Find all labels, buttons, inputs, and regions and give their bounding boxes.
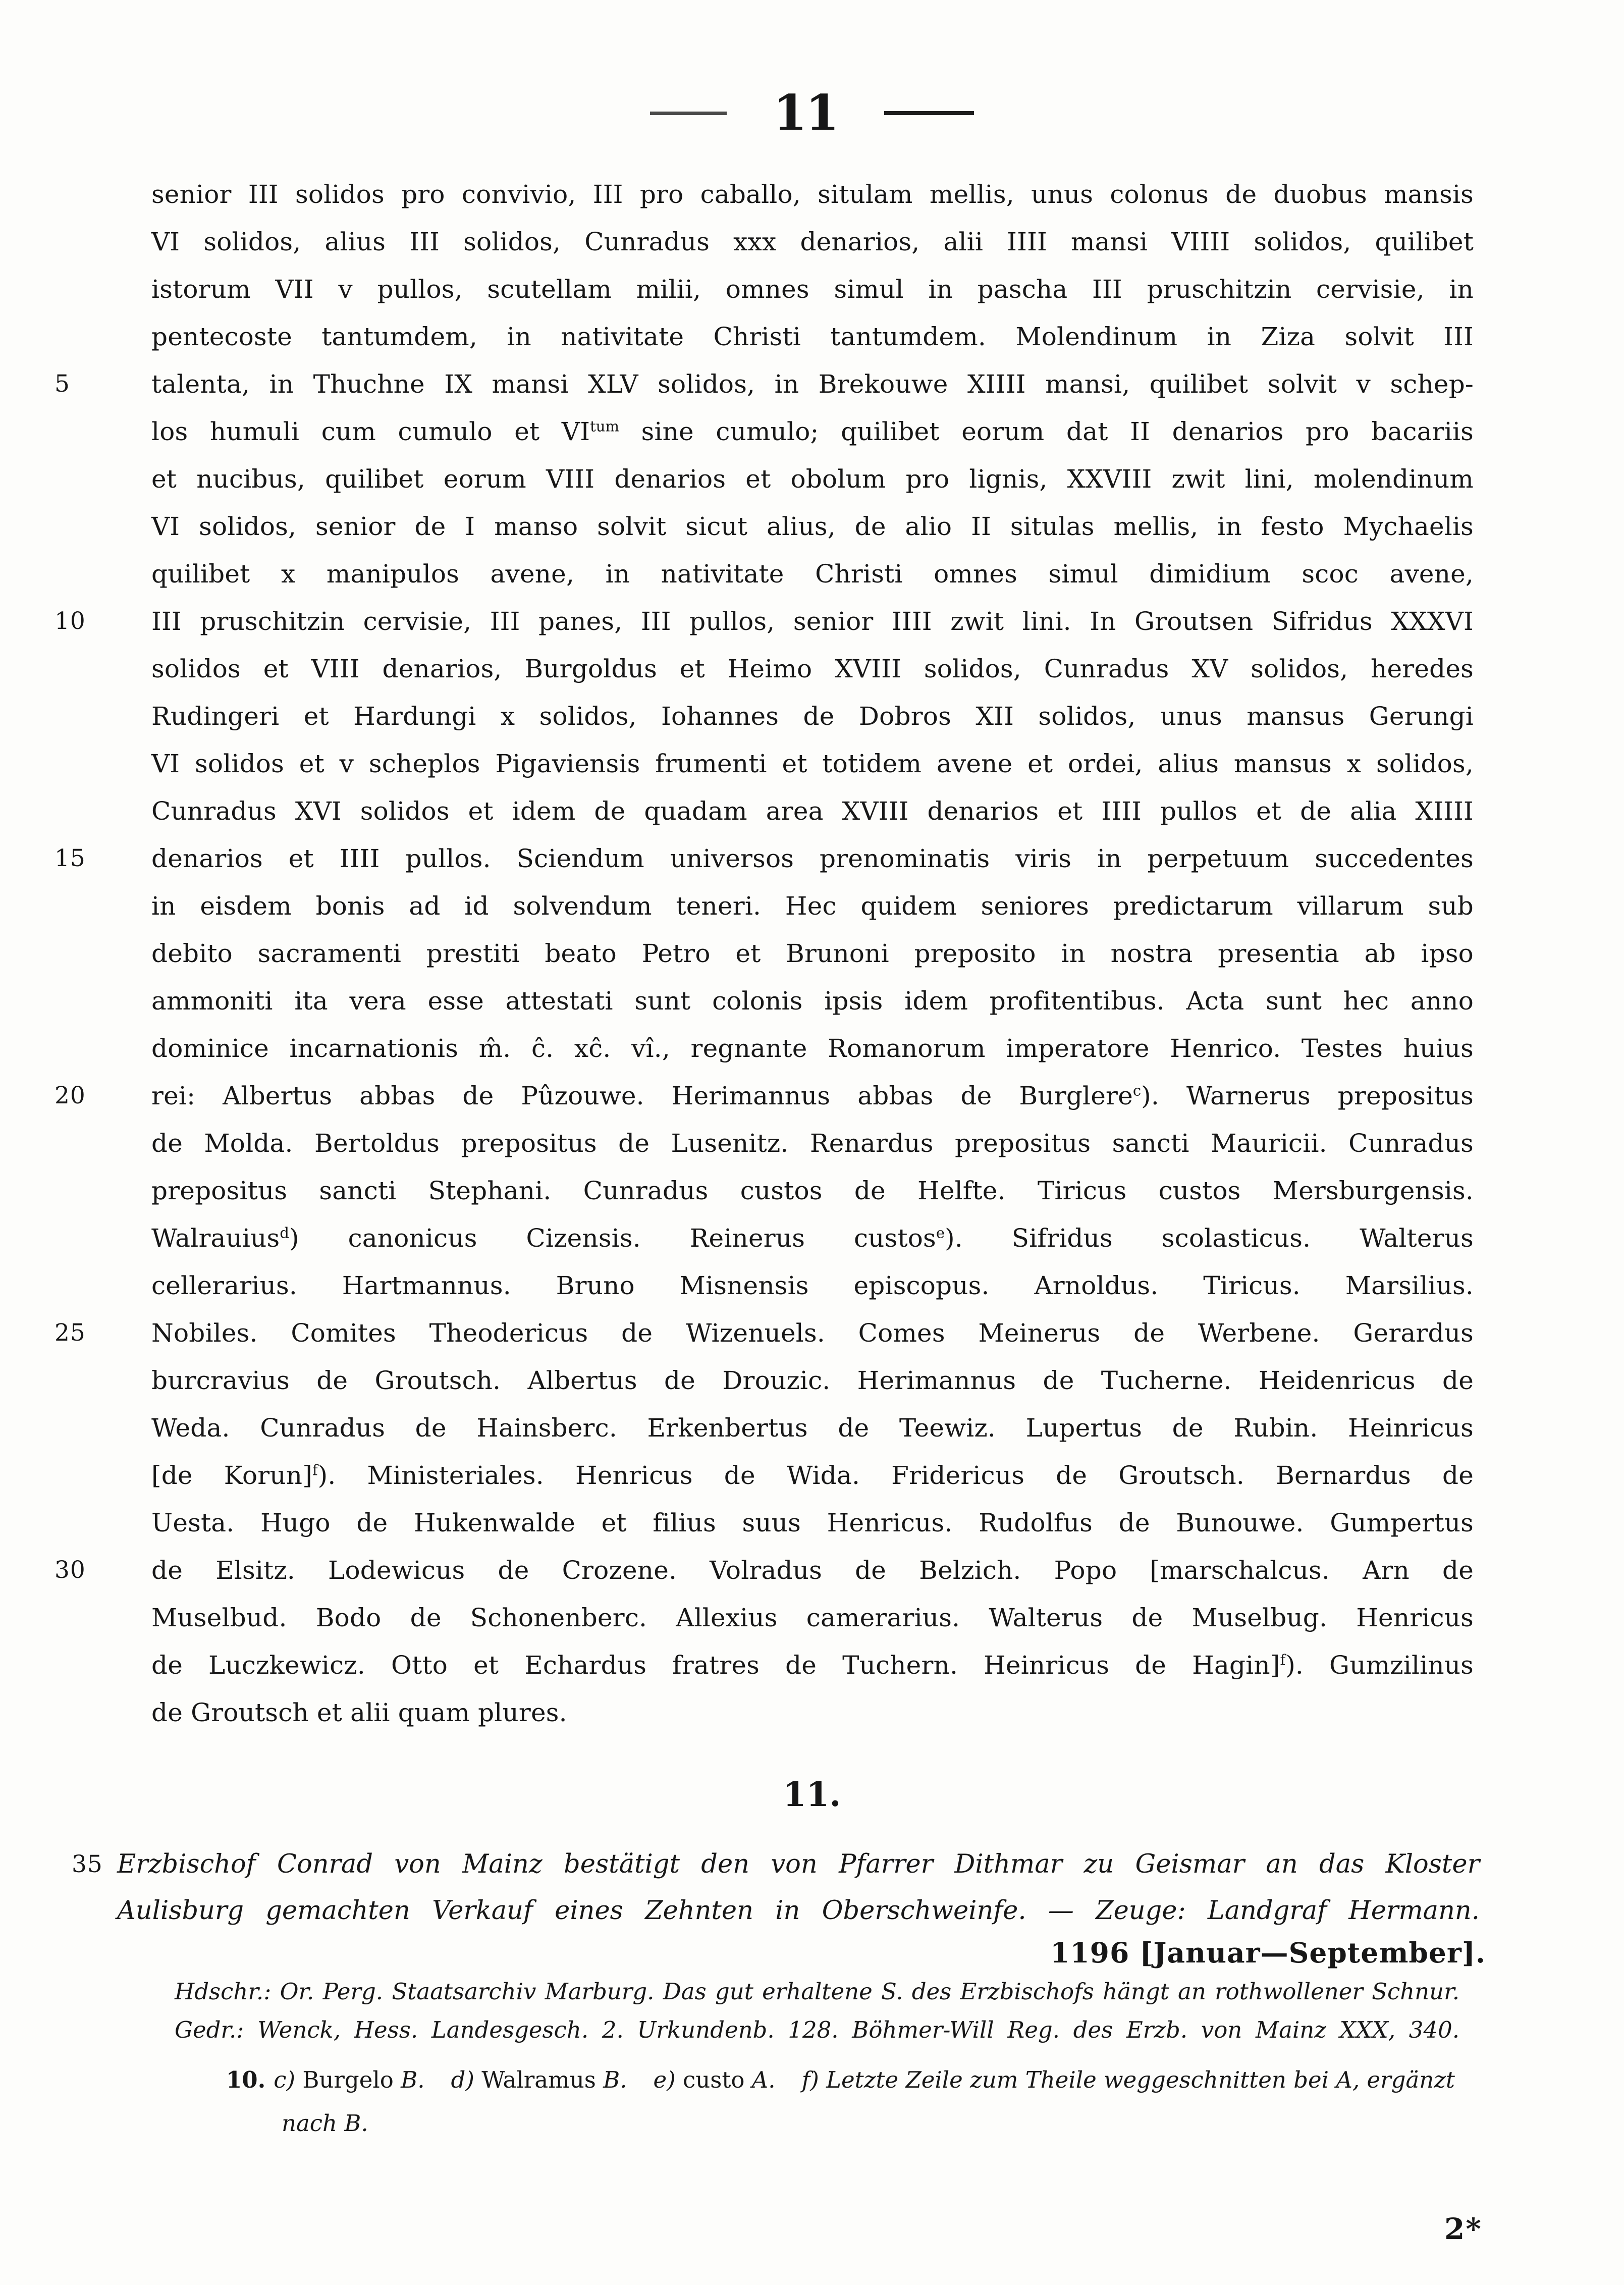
footnote-gap [627, 2087, 654, 2088]
text-line [151, 977, 1474, 1025]
footnote-gap [425, 2087, 451, 2088]
text-segment: denarios et IIII pullos. Sciendum universos prenominatis viris in perpetuum succedentes [151, 844, 1474, 873]
text-segment: pentecoste tantumdem, in nativitate Christi tantumdem. Molendinum in Ziza solvit III [151, 322, 1474, 351]
text-line [151, 218, 1474, 265]
text-segment: de Molda. Bertoldus prepositus de Lusenitz. Renardus prepositus sancti Mauricii. Cunradus [151, 1129, 1474, 1158]
page-number: 11 [773, 84, 838, 141]
text-line [151, 930, 1474, 977]
text-segment: A. [751, 2066, 776, 2093]
charter-10-text-block [55, 171, 1474, 1736]
text-segment: VI solidos et v scheplos Pigaviensis frumenti et totidem avene et ordei, alius mansus x solidos, [151, 749, 1474, 778]
text-segment: 10. [226, 2066, 266, 2093]
text-segment: in eisdem bonis ad id solvendum teneri. Hec quidem seniores predictarum villarum sub [151, 891, 1474, 921]
text-segment: solidos et VIII denarios, Burgoldus et Heimo XVIII solidos, Cunradus XV solidos, heredes [151, 654, 1474, 683]
text-segment: VI solidos, senior de I manso solvit sicut alius, de alio II situlas mellis, in festo Mychaelis [151, 512, 1474, 541]
line-number: 25 [55, 1319, 86, 1347]
text-segment: B. [401, 2066, 425, 2093]
text-segment: Letzte Zeile zum Theile weggeschnitten bei A, ergänzt [819, 2066, 1455, 2093]
header-rule-left [650, 112, 727, 115]
text-line [151, 1120, 1474, 1167]
text-line [151, 1499, 1474, 1547]
footnote-reference: e [936, 1224, 945, 1242]
text-line [151, 1167, 1474, 1214]
text-segment: de Luczkewicz. Otto et Echardus fratres de Tuchern. Heinricus de Hagin] [151, 1651, 1280, 1680]
text-line [55, 1072, 1474, 1120]
text-segment: debito sacramenti prestiti beato Petro et Brunoni preposito in nostra presentia ab ipso [151, 939, 1474, 968]
line-number: 35 [72, 1850, 103, 1878]
text-segment: ) canonicus Cizensis. Reinerus custos [289, 1224, 936, 1253]
line-number: 10 [55, 607, 86, 635]
text-line [151, 787, 1474, 835]
footnotes [226, 2058, 1478, 2145]
text-segment: de Elsitz. Lodewicus de Crozene. Volradus de Belzich. Popo [marschalcus. Arn de [151, 1556, 1474, 1585]
text-line [151, 550, 1474, 598]
text-line [151, 408, 1474, 455]
charter-11-date: 1196 [Januar—September]. [1050, 1936, 1486, 1969]
text-segment: ). Sifridus scolasticus. Walterus [945, 1224, 1474, 1253]
line-number: 5 [55, 370, 70, 398]
text-line [55, 360, 1474, 408]
footnote-reference: d [280, 1224, 289, 1242]
text-segment: Aulisburg gemachten Verkauf eines Zehnten in Oberschweinfe. — Zeuge: Landgraf Hermann. [117, 1896, 1480, 1926]
text-segment: talenta, in Thuchne IX mansi XLV solidos, in Brekouwe XIIII mansi, quilibet solvit v schep- [151, 369, 1474, 399]
page-header [0, 84, 1624, 141]
text-segment: ). Warnerus prepositus [1141, 1081, 1474, 1110]
text-segment: custo [675, 2066, 752, 2093]
text-segment: rei: Albertus abbas de Pûzouwe. Herimannus abbas de Burglere [151, 1081, 1133, 1110]
footnote-reference: c [1132, 1082, 1142, 1099]
gedr-note: Gedr.: Wenck, Hess. Landesgesch. 2. Urkundenb. 128. Böhmer-Will Reg. des Erzb. von Mainz XXX, 340. [175, 2016, 1459, 2043]
text-segment: Erzbischof Conrad von Mainz bestätigt den von Pfarrer Dithmar zu Geismar an das Kloster [117, 1849, 1480, 1879]
regest-line [117, 1888, 1480, 1934]
line-number: 15 [55, 844, 86, 872]
text-segment: los humuli cum cumulo et VI [151, 417, 590, 446]
text-segment: Weda. Cunradus de Hainsberc. Erkenbertus de Teewiz. Lupertus de Rubin. Heinricus [151, 1413, 1474, 1443]
text-segment: Uesta. Hugo de Hukenwalde et filius suus Henricus. Rudolfus de Bunouwe. Gumpertus [151, 1508, 1474, 1537]
text-line [55, 598, 1474, 645]
text-segment: istorum VII v pullos, scutellam milii, omnes simul in pascha III pruschitzin cervisie, in [151, 275, 1474, 304]
text-segment: burcravius de Groutsch. Albertus de Drouzic. Herimannus de Tucherne. Heidenricus de [151, 1366, 1474, 1395]
text-segment: c) [274, 2066, 296, 2093]
text-segment: et nucibus, quilibet eorum VIII denarios et obolum pro lignis, XXVIII zwit lini, molendinum [151, 464, 1474, 494]
source-notes [175, 1973, 1459, 2049]
text-line [151, 645, 1474, 693]
charter-11-regest [72, 1841, 1480, 1934]
text-segment: prepositus sancti Stephani. Cunradus custos de Helfte. Tiricus custos Mersburgensis. [151, 1176, 1474, 1205]
text-line [151, 455, 1474, 503]
text-line [151, 1214, 1474, 1262]
text-line [151, 1689, 1474, 1736]
footnote-line-1 [226, 2058, 1478, 2102]
text-segment: Burgelo [295, 2066, 401, 2093]
footnote-gap [265, 2087, 274, 2088]
text-segment: sine cumulo; quilibet eorum dat II denarios pro bacariis [619, 417, 1474, 446]
text-segment: ammoniti ita vera esse attestati sunt colonis ipsis idem profitentibus. Acta sunt hec anno [151, 986, 1474, 1016]
text-line [151, 1357, 1474, 1404]
footnote-gap [776, 2087, 802, 2088]
text-segment: d) [451, 2066, 474, 2093]
text-segment: dominice incarnationis m̂. ĉ. xĉ. vî., regnante Romanorum imperatore Henrico. Testes huius [151, 1034, 1474, 1063]
text-segment: VI solidos, alius III solidos, Cunradus xxx denarios, alii IIII mansi VIIII solidos, quilibet [151, 227, 1474, 256]
text-line [151, 171, 1474, 218]
text-segment: f) [801, 2066, 819, 2093]
text-line [151, 693, 1474, 740]
text-line [151, 1262, 1474, 1309]
text-segment: quilibet x manipulos avene, in nativitate Christi omnes simul dimidium scoc avene, [151, 559, 1474, 589]
text-line [151, 1452, 1474, 1499]
text-segment: senior III solidos pro convivio, III pro caballo, situlam mellis, unus colonus de duobus mansis [151, 180, 1474, 209]
hdschr-note: Hdschr.: Or. Perg. Staatsarchiv Marburg. Das gut erhaltene S. des Erzbischofs hängt an rothwollener Schnur. [175, 1978, 1459, 2005]
header-rule-right [884, 111, 974, 115]
footnote-line-2 [226, 2102, 1478, 2145]
charter-11-heading: 11. [783, 1775, 841, 1814]
text-segment: Walrauius [151, 1224, 280, 1253]
text-line [151, 740, 1474, 787]
text-line [151, 265, 1474, 313]
footnote-reference: f [1280, 1651, 1286, 1669]
text-segment: ). Gumzilinus [1285, 1651, 1474, 1680]
footnote-reference: f [312, 1461, 318, 1479]
text-line [151, 1025, 1474, 1072]
text-line [151, 313, 1474, 360]
line-number: 30 [55, 1556, 86, 1584]
text-segment: III pruschitzin cervisie, III panes, III pullos, senior IIII zwit lini. In Groutsen Sifridus XXXVI [151, 607, 1474, 636]
text-segment: Nobiles. Comites Theodericus de Wizenuels. Comes Meinerus de Werbene. Gerardus [151, 1318, 1474, 1348]
text-line [55, 1547, 1474, 1594]
text-line [55, 1309, 1474, 1357]
text-line [151, 1641, 1474, 1689]
footnote-reference: tum [590, 417, 619, 435]
line-number: 20 [55, 1082, 86, 1109]
text-segment: Muselbud. Bodo de Schonenberc. Allexius camerarius. Walterus de Muselbug. Henricus [151, 1603, 1474, 1632]
text-segment: ). Ministeriales. Henricus de Wida. Fridericus de Groutsch. Bernardus de [317, 1461, 1474, 1490]
text-line [151, 1594, 1474, 1641]
text-line [55, 835, 1474, 882]
text-line [151, 882, 1474, 930]
text-segment: nach B. [282, 2110, 368, 2137]
text-segment: Walramus [474, 2066, 604, 2093]
text-segment: de Groutsch et alii quam plures. [151, 1698, 567, 1727]
text-segment: B. [603, 2066, 627, 2093]
text-segment: [de Korun] [151, 1461, 312, 1490]
text-segment: Cunradus XVI solidos et idem de quadam area XVIII denarios et IIII pullos et de alia XIIII [151, 796, 1474, 826]
text-segment: Rudingeri et Hardungi x solidos, Iohannes de Dobros XII solidos, unus mansus Gerungi [151, 702, 1474, 731]
regest-line [72, 1841, 1480, 1888]
text-line [151, 1404, 1474, 1452]
signature-mark: 2* [1444, 2212, 1482, 2246]
text-line [151, 503, 1474, 550]
text-segment: e) [653, 2066, 676, 2093]
text-segment: cellerarius. Hartmannus. Bruno Misnensis episcopus. Arnoldus. Tiricus. Marsilius. [151, 1271, 1474, 1300]
